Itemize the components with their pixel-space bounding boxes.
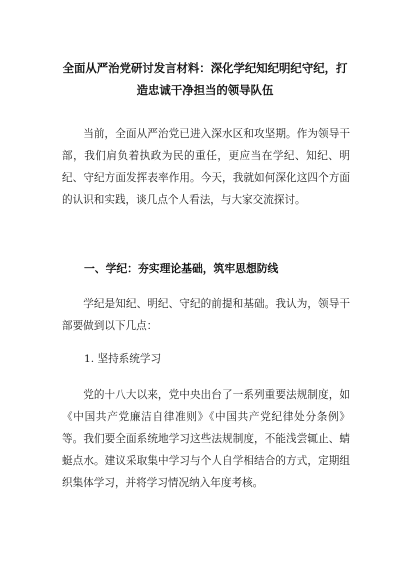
intro-paragraph: 当前，全面从严治党已进入深水区和攻坚期。作为领导干部，我们肩负着执政为民的重任，更应当在学纪、知纪、明纪、守纪方面发挥表率作用。今天，我就如何深化这四个方面的认识和实践，谈几点个人看法，与大家交流探讨。 <box>62 128 350 206</box>
subsection-heading: 1. 坚持系统学习 <box>84 353 162 365</box>
section-lead-paragraph: 学纪是知纪、明纪、守纪的前提和基础。我认为，领导干部要做到以下几点： <box>62 298 350 332</box>
section-heading: 一、学纪：夯实理论基础，筑牢思想防线 <box>84 262 279 275</box>
subsection-body-paragraph: 党的十八大以来，党中央出台了一系列重要法规制度，如《中国共产党廉洁自律准则》《中国共产党纪律处分条例》等。我们要全面系统地学习这些法规制度，不能浅尝辄止、蜻蜓点水。建议采取集中学习与个人自学相结合的方式，定期组织集体学习，并将学习情况纳入年度考核。 <box>62 389 350 489</box>
document-title: 全面从严治党研讨发言材料：深化学纪知纪明纪守纪，打造忠诚干净担当的领导队伍 <box>62 61 348 97</box>
